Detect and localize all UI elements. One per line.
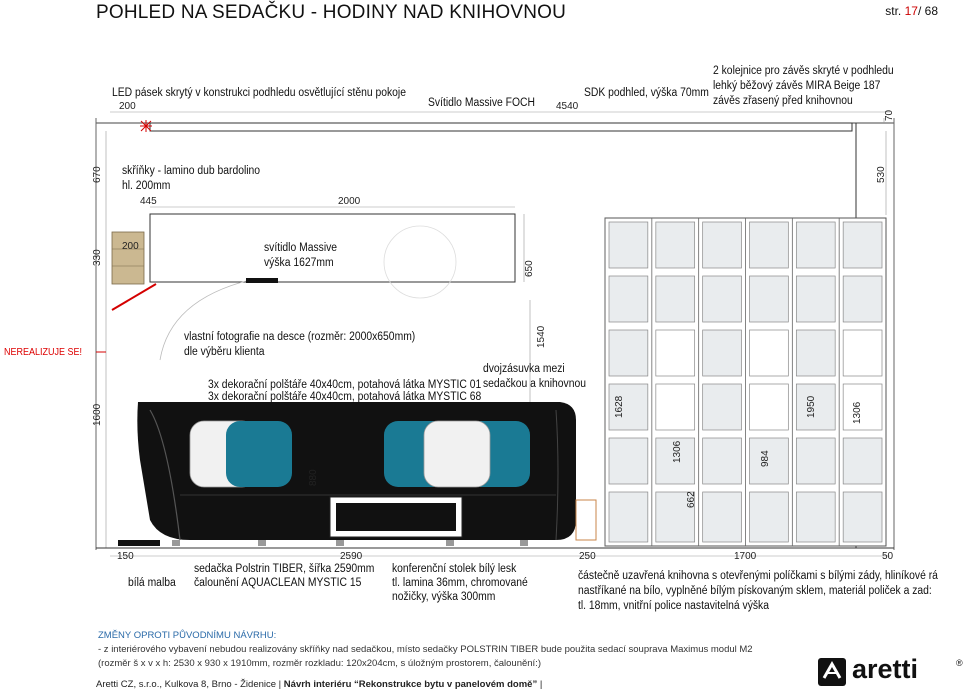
socket-note-1: dvojzásuvka mezi [483, 363, 565, 375]
bookcase-cell [703, 276, 742, 322]
bookcase-cell [609, 222, 648, 268]
bookcase-cell [703, 492, 742, 542]
cabinets-note-2: hl. 200mm [122, 180, 171, 192]
bookcase-cell [750, 222, 789, 268]
not-realized-label: NEREALIZUJE SE! [4, 347, 83, 358]
pillows-note-2: 3x dekorační polštáře 40x40cm, potahová látka MYSTIC 68 [208, 391, 482, 403]
bookcase-cell [796, 276, 835, 322]
pillows-note-1: 3x dekorační polštáře 40x40cm, potahová látka MYSTIC 01 [208, 379, 482, 391]
coffee-table [330, 497, 462, 537]
bookcase-cell [796, 330, 835, 376]
dim-200-top: 200 [119, 101, 136, 112]
changes-line-1: - z interiérového vybavení nebudou realizovány skříňky nad sedačkou, místo sedačky POLSTRIN TIBER bude použita sedací souprava Maximus modul M2 [98, 644, 753, 655]
dim-984: 984 [760, 450, 771, 467]
dim-70: 70 [884, 109, 895, 121]
bookcase-cell [609, 330, 648, 376]
lamp-massive-note-1: svítidlo Massive [264, 242, 338, 254]
registered-mark: ® [956, 658, 963, 668]
dim-200-cabinet: 200 [122, 241, 139, 252]
aretti-logo-mark [818, 658, 846, 686]
footer-end: | [539, 679, 543, 690]
bookcase-cell [656, 222, 695, 268]
table-note-2: tl. lamina 36mm, chromované [392, 577, 528, 589]
dim-670: 670 [92, 166, 103, 183]
bookcase-cell [843, 438, 882, 484]
aretti-logo-text: aretti [852, 654, 919, 684]
bookcase-cell [750, 492, 789, 542]
rails-note-2: lehký běžový závěs MIRA Beige 187 [713, 80, 881, 92]
dim-650: 650 [524, 260, 535, 277]
dim-1540: 1540 [536, 325, 547, 348]
bookcase-cell [843, 492, 882, 542]
bookcase-cell [750, 384, 789, 430]
lamp-foch-note: Svítidlo Massive FOCH [428, 97, 535, 109]
bookcase-cell [609, 492, 648, 542]
rails-note-1: 2 kolejnice pro závěs skryté v podhledu [713, 65, 894, 77]
dim-2000: 2000 [338, 196, 361, 207]
bookcase-cell [656, 330, 695, 376]
table-note-3: nožičky, výška 300mm [392, 591, 496, 603]
dim-50: 50 [882, 551, 894, 562]
dim-445: 445 [140, 196, 157, 207]
bookcase [605, 218, 886, 546]
dim-1306-left: 1306 [672, 440, 683, 463]
dim-4540: 4540 [556, 101, 579, 112]
bookcase-cell [796, 438, 835, 484]
footer-project: Návrh interiéru “Rekonstrukce bytu v panelovém domě” [283, 679, 538, 690]
bookcase-cell [703, 438, 742, 484]
dim-250: 250 [579, 551, 596, 562]
bookcase-cell [843, 222, 882, 268]
table-note-1: konferenční stolek bílý lesk [392, 563, 517, 575]
footer-company: Aretti CZ, s.r.o., Kulkova 8, Brno - Židenice | [96, 679, 282, 690]
bookcase-cell [750, 276, 789, 322]
bookcase-cell [609, 438, 648, 484]
dim-1950: 1950 [806, 395, 817, 418]
photo-note-1: vlastní fotografie na desce (rozměr: 2000x650mm) [184, 331, 416, 343]
bookcase-cell [843, 276, 882, 322]
photo-note-2: dle výběru klienta [184, 346, 265, 358]
wall-cabinet [112, 232, 144, 284]
bookcase-cell [796, 222, 835, 268]
bookcase-cell [609, 276, 648, 322]
changes-heading: ZMĚNY OPROTI PŮVODNÍMU NÁVRHU: [98, 630, 277, 641]
dim-662: 662 [686, 491, 697, 508]
dim-880: 880 [308, 469, 319, 486]
bookcase-cell [703, 222, 742, 268]
bookcase-cell [843, 330, 882, 376]
aretti-logo [818, 654, 963, 690]
dim-1700: 1700 [734, 551, 757, 562]
led-note: LED pásek skrytý v konstrukci podhledu osvětlující stěnu pokoje [112, 87, 406, 99]
wall-note: bílá malba [128, 577, 176, 589]
dim-530: 530 [876, 166, 887, 183]
dim-1628: 1628 [614, 395, 625, 418]
dim-1600: 1600 [92, 403, 103, 426]
bookcase-cell [796, 492, 835, 542]
bookcase-cell [703, 384, 742, 430]
bookcase-cell [750, 330, 789, 376]
cabinets-note-1: skříňky - lamino dub bardolino [122, 165, 261, 177]
dim-330: 330 [92, 249, 103, 266]
sdk-note: SDK podhled, výška 70mm [584, 87, 709, 99]
changes-block [98, 629, 753, 671]
led-marker [140, 120, 152, 132]
changes-line-2: (rozměr š x v x h: 2530 x 930 x 1910mm, rozměr rozkladu: 120x204cm, s úložným prostorem, čalounění:) [98, 658, 541, 669]
page-title: POHLED NA SEDAČKU - HODINY NAD KNIHOVNOU [96, 2, 567, 23]
rails-note-3: závěs zřasený před knihovnou [713, 95, 853, 107]
dim-150: 150 [117, 551, 134, 562]
socket-note-2: sedačkou a knihovnou [483, 378, 587, 390]
shelf-note-1: částečně uzavřená knihovna s otevřenými políčkami s bílými zády, hliníkové rá [578, 570, 938, 582]
bookcase-cell [656, 276, 695, 322]
footer [96, 679, 542, 690]
dim-1306-right: 1306 [852, 401, 863, 424]
lamp-massive-head [246, 278, 278, 283]
sofa-note-2: čalounění AQUACLEAN MYSTIC 15 [194, 577, 362, 589]
sofa-note-1: sedačka Polstrin TIBER, šířka 2590mm [194, 563, 375, 575]
lamp-massive-note-2: výška 1627mm [264, 257, 334, 269]
dim-2590: 2590 [340, 551, 363, 562]
shelf-note-3: tl. 18mm, vnitřní police nastavitelná výška [578, 600, 769, 612]
page-number: str. 17/ 68 [885, 4, 938, 18]
bookcase-cell [656, 384, 695, 430]
shelf-note-2: nastříkané na bílo, vyplněné bílým pískovaným sklem, materiál poliček a zad: [578, 585, 932, 597]
bookcase-cell [703, 330, 742, 376]
